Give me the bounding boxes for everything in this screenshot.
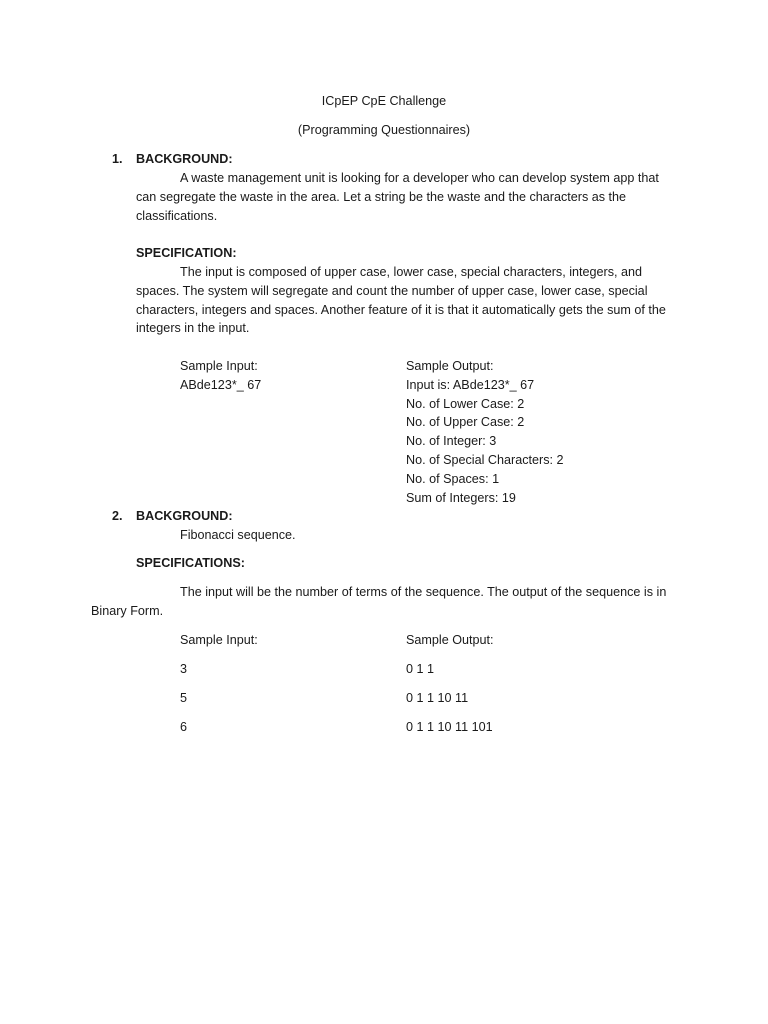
- q1-specification-text-content: The input is composed of upper case, lower case, special characters, integers, and spaces. The system will segregate and count the number of upper case, lower case, special characters, integers and spaces. Another feature of it is that it automatically gets the sum of the integers in the input.: [136, 265, 666, 336]
- q1-output-line: Sum of Integers: 19: [406, 490, 516, 505]
- q2-row-output: 0 1 1: [406, 662, 435, 676]
- q1-specification-text: [136, 263, 681, 338]
- q1-background-text: [136, 169, 681, 225]
- q1-output-line: No. of Upper Case: 2: [406, 415, 525, 430]
- q1-output-line: No. of Lower Case: 2: [406, 396, 525, 411]
- q2-specifications-text-line1: The input will be the number of terms of the sequence. The output of the sequence is in: [180, 585, 667, 599]
- q1-output-line: No. of Integer: 3: [406, 434, 497, 449]
- document-title: ICpEP CpE Challenge: [321, 94, 447, 108]
- q1-output-line: No. of Spaces: 1: [406, 471, 500, 486]
- q1-background-heading: BACKGROUND:: [136, 152, 233, 166]
- q1-sample-input-value: ABde123*_ 67: [180, 377, 262, 392]
- q2-background-text: Fibonacci sequence.: [180, 528, 296, 542]
- q1-background-text-content: A waste management unit is looking for a developer who can develop system app that can segregate the waste in the area. Let a string be the waste and the characters as the classifications.: [136, 171, 659, 223]
- q1-number: 1.: [112, 152, 123, 166]
- q1-sample-input: [180, 357, 261, 395]
- q1-output-line: No. of Special Characters: 2: [406, 452, 564, 467]
- q1-sample-input-label: Sample Input:: [180, 359, 258, 373]
- q2-row-input: 3: [180, 662, 188, 676]
- q2-sample-output-label: Sample Output:: [406, 633, 494, 647]
- q2-specifications-text-line2: Binary Form.: [91, 604, 164, 618]
- q2-number: 2.: [112, 509, 123, 523]
- q2-row-input: 5: [180, 691, 188, 705]
- q2-row-input: 6: [180, 720, 188, 734]
- document-subtitle: (Programming Questionnaires): [297, 123, 471, 137]
- q1-sample-output-label: Sample Output:: [406, 359, 494, 373]
- q2-row-output: 0 1 1 10 11: [406, 691, 469, 705]
- q2-specifications-heading: SPECIFICATIONS:: [136, 556, 245, 570]
- q1-sample-output: [406, 357, 564, 507]
- q1-specification-heading: SPECIFICATION:: [136, 246, 237, 260]
- q2-background-heading: BACKGROUND:: [136, 509, 233, 523]
- q2-sample-input-label: Sample Input:: [180, 633, 258, 647]
- q1-output-line: Input is: ABde123*_ 67: [406, 377, 535, 392]
- q2-row-output: 0 1 1 10 11 101: [406, 720, 493, 734]
